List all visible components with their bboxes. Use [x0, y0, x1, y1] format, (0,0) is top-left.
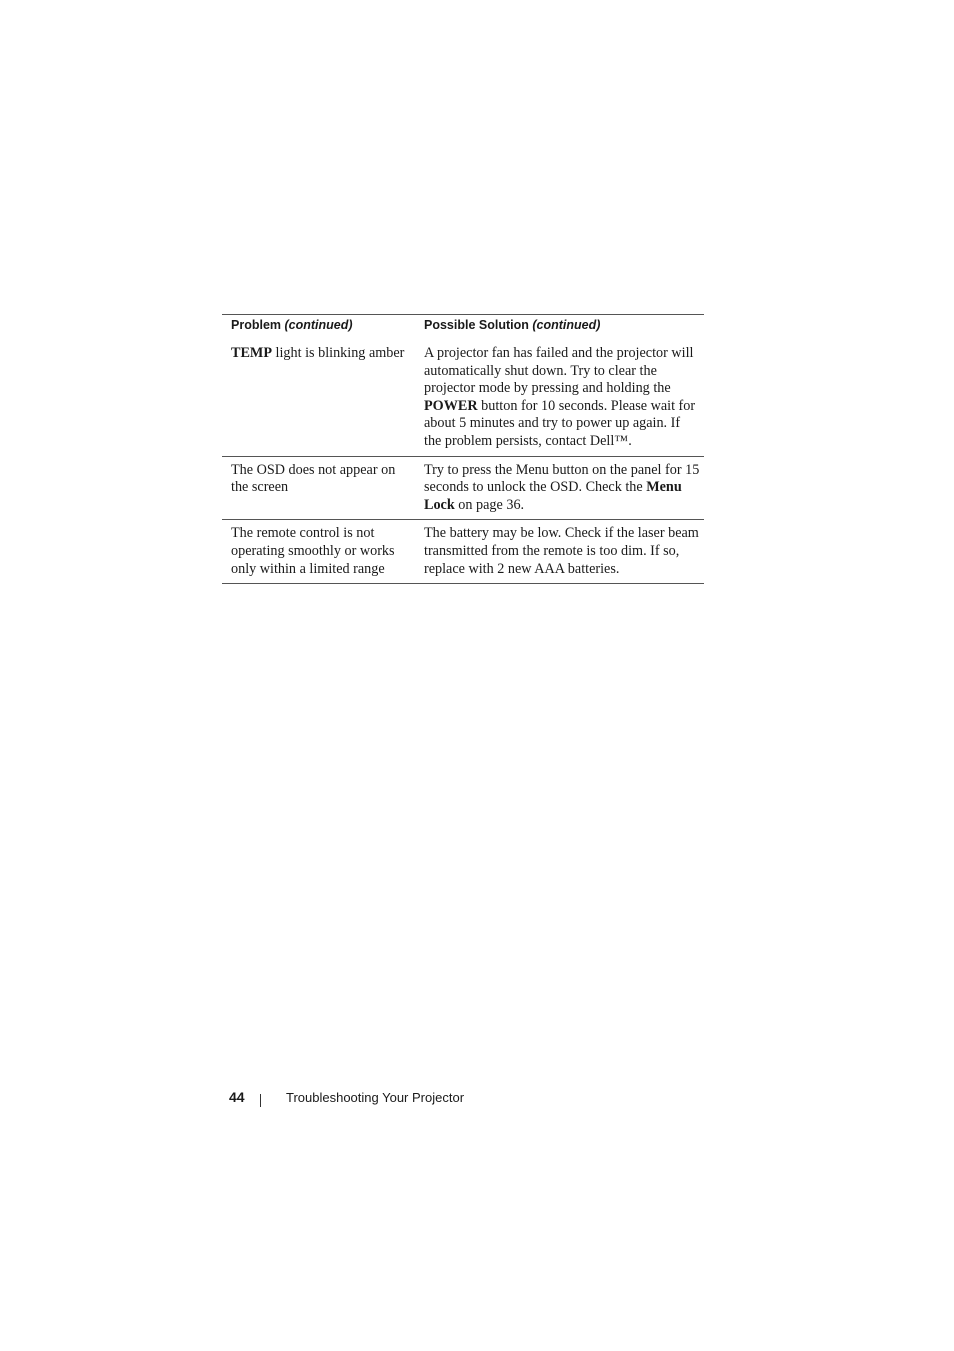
problem-cell: The remote control is not operating smoothly or works only within a limited range	[231, 525, 395, 577]
troubleshooting-table-container	[222, 314, 704, 584]
problem-column-header: Problem (continued)	[231, 318, 353, 332]
table-header-row	[222, 315, 704, 338]
power-button-label: POWER	[424, 397, 478, 414]
page-number: 44	[229, 1089, 245, 1105]
troubleshooting-table	[222, 314, 704, 584]
section-title: Troubleshooting Your Projector	[286, 1090, 465, 1105]
solution-cell: Try to press the Menu button on the panel for 15 seconds to unlock the OSD. Check the Menu Lock on page 36.	[424, 461, 700, 513]
solution-column-header: Possible Solution (continued)	[424, 318, 601, 332]
problem-cell: TEMP light is blinking amber	[231, 345, 405, 361]
solution-cell: The battery may be low. Check if the laser beam transmitted from the remote is too dim. If so, replace with 2 new AAA batteries.	[424, 525, 699, 577]
table-row	[222, 520, 704, 584]
continued-label: (continued)	[532, 318, 601, 332]
footer-divider	[260, 1094, 261, 1107]
table-row	[222, 337, 704, 456]
menu-lock-label: Menu Lock	[424, 479, 682, 513]
solution-cell: A projector fan has failed and the projector will automatically shut down. Try to clear the projector mode by pressing and holding the POWER button for 10 seconds. Please wait for about 5 minutes and try to power up again. If the problem persists, contact Dell™.	[424, 345, 696, 449]
temp-light-label: TEMP	[231, 345, 272, 361]
continued-label: (continued)	[284, 318, 353, 332]
table-row	[222, 456, 704, 520]
problem-cell: The OSD does not appear on the screen	[231, 461, 396, 496]
